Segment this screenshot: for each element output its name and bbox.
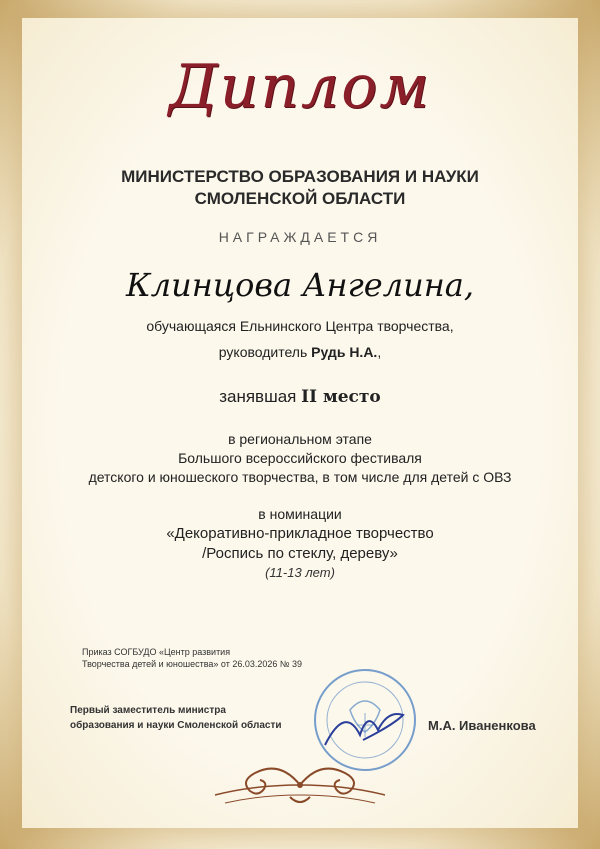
stage-line-3: детского и юношеского творчества, в том числе для детей с ОВЗ bbox=[88, 469, 512, 485]
ministry-name bbox=[0, 166, 600, 210]
nomination-line-2: /Роспись по стеклу, дереву» bbox=[202, 545, 398, 562]
place-value: II место bbox=[301, 387, 381, 407]
diploma-title: Диплом bbox=[168, 52, 432, 122]
order-reference bbox=[82, 646, 302, 670]
supervisor-line bbox=[0, 344, 600, 360]
stage-line-1: в региональном этапе bbox=[228, 431, 372, 447]
stage-line-2: Большого всероссийского фестиваля bbox=[178, 450, 422, 466]
ministry-line-1: МИНИСТЕРСТВО ОБРАЗОВАНИЯ И НАУКИ bbox=[121, 167, 479, 186]
order-line-1: Приказ СОГБУДО «Центр развития bbox=[82, 647, 231, 657]
age-group: (11-13 лет) bbox=[265, 565, 335, 580]
supervisor-prefix: руководитель bbox=[218, 344, 308, 360]
signatory-name: М.А. Иваненкова bbox=[428, 718, 536, 733]
recipient-name: Клинцова Ангелина, bbox=[125, 266, 475, 304]
stage-block bbox=[0, 430, 600, 487]
decorative-ornament-icon bbox=[195, 755, 405, 815]
place-prefix: занявшая bbox=[219, 387, 297, 406]
student-line: обучающаяся Ельнинского Центра творчества, bbox=[146, 318, 454, 334]
supervisor-suffix: , bbox=[377, 344, 382, 360]
nomination-block bbox=[0, 524, 600, 564]
order-line-2: Творчества детей и юношества» от 26.03.2026 № 39 bbox=[82, 659, 303, 669]
supervisor-name: Рудь Н.А. bbox=[311, 344, 378, 360]
awarded-label: НАГРАЖДАЕТСЯ bbox=[218, 229, 382, 245]
ministry-line-2: СМОЛЕНСКОЙ ОБЛАСТИ bbox=[194, 189, 406, 208]
signatory-title-line-1: Первый заместитель министра bbox=[70, 705, 226, 716]
signatory-title-line-2: образования и науки Смоленской области bbox=[70, 720, 282, 731]
nomination-label: в номинации bbox=[258, 506, 342, 522]
signatory-title bbox=[70, 703, 282, 733]
nomination-line-1: «Декоративно-прикладное творчество bbox=[166, 525, 434, 542]
place-line bbox=[0, 387, 600, 407]
